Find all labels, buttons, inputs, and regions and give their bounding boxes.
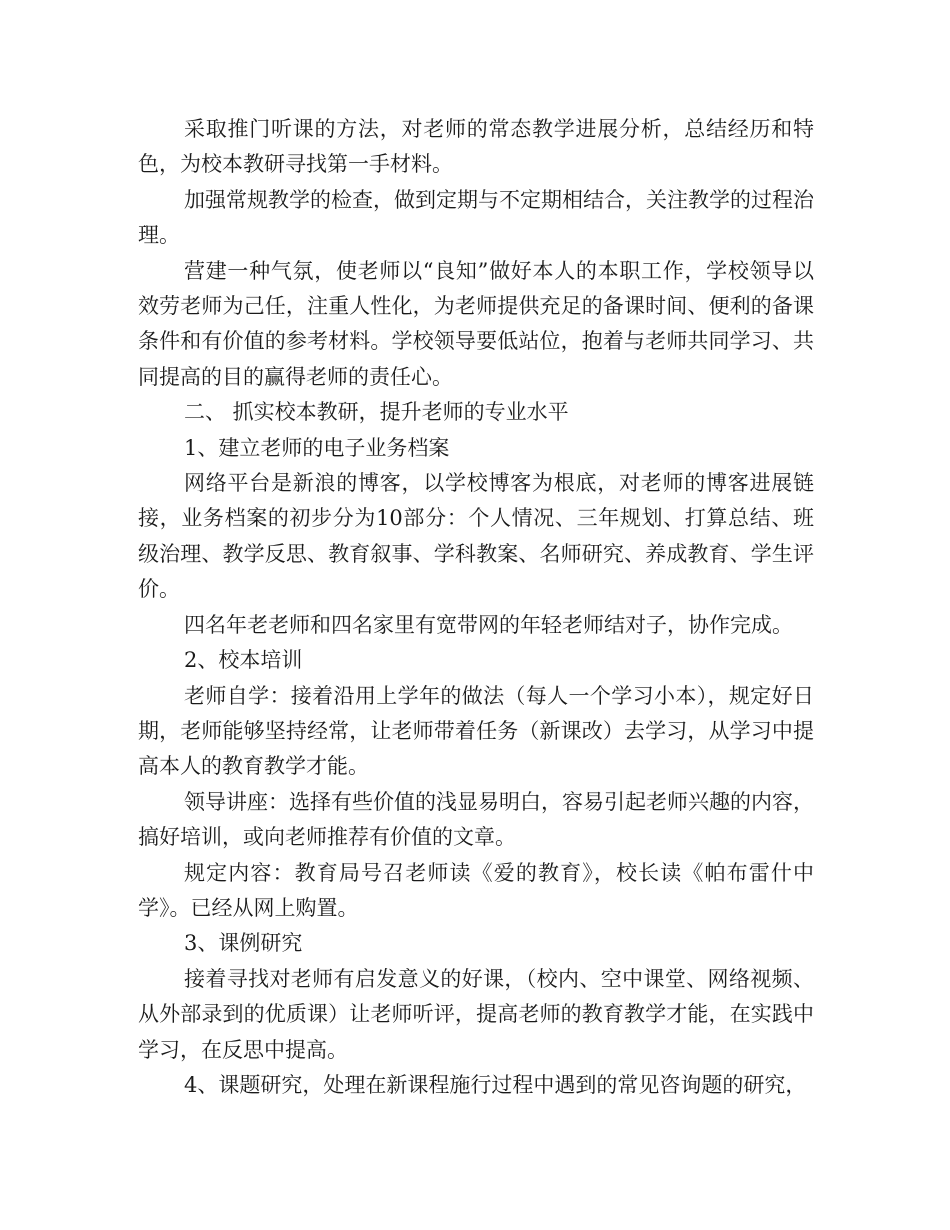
paragraph-required-reading: 规定内容：教育局号召老师读《爱的教育》，校长读《帕布雷什中学》。已经从网上购置。 [138,860,814,920]
paragraph-routine-inspection: 加强常规教学的检查，做到定期与不定期相结合，关注教学的过程治理。 [138,187,814,248]
document-body [138,112,814,1103]
subheading-case-study: 3、课例研究 [184,931,303,956]
paragraph-lectures: 领导讲座：选择有些价值的浅显易明白，容易引起老师兴趣的内容，搞好培训，或向老师推荐有价值的文章。 [138,789,814,850]
section-heading-2: 二、 抓实校本教研，提升老师的专业水平 [184,400,569,425]
paragraph-topic-research: 4、课题研究，处理在新课程施行过程中遇到的常见咨询题的研究， [184,1072,807,1097]
paragraph-observation-method: 采取推门听课的方法，对老师的常态教学进展分析，总结经历和特色，为校本教研寻找第一手材料。 [138,117,814,177]
paragraph-blog-platform: 网络平台是新浪的博客，以学校博客为根底，对老师的博客进展链接，业务档案的初步分为10部分：个人情况、三年规划、打算总结、班级治理、教学反思、教育叙事、学科教案、名师研究、养成教育、学生评价。 [138,471,814,602]
paragraph-pairing: 四名年老老师和四名家里有宽带网的年轻老师结对子，协作完成。 [184,612,793,637]
paragraph-self-study: 老师自学：接着沿用上学年的做法（每人一个学习小本），规定好日期，老师能够坚持经常，让老师带着任务（新课改）去学习，从学习中提高本人的教育教学才能。 [138,683,814,779]
paragraph-atmosphere: 营建一种气氛，使老师以“良知”做好本人的本职工作，学校领导以效劳老师为己任，注重人性化，为老师提供充足的备课时间、便利的备课条件和有价值的参考材料。学校领导要低站位，抱着与老师共同学习、共同提高的目的赢得老师的责任心。 [138,258,814,389]
paragraph-good-lessons: 接着寻找对老师有启发意义的好课，（校内、空中课堂、网络视频、从外部录到的优质课）让老师听评，提高老师的教育教学才能，在实践中学习，在反思中提高。 [138,966,814,1062]
subheading-e-archive: 1、建立老师的电子业务档案 [184,435,450,460]
subheading-school-training: 2、校本培训 [184,648,303,673]
